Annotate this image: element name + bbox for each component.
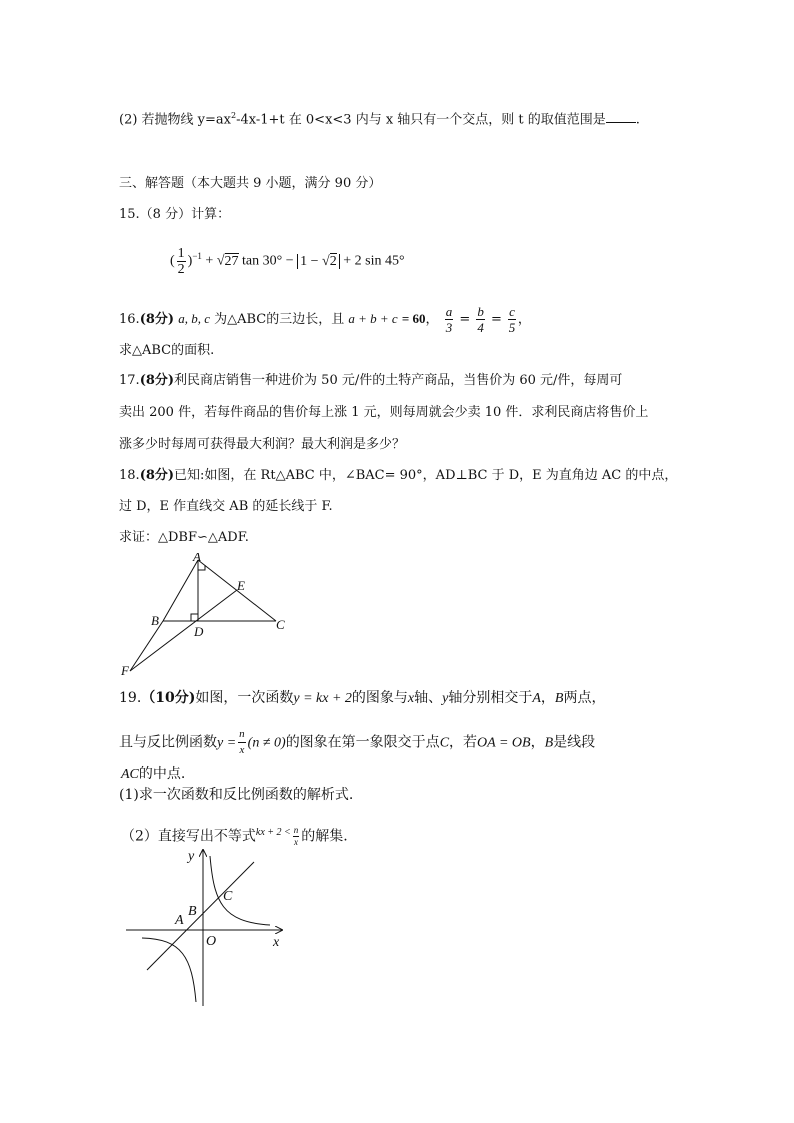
section-title-text: 三、解答题（本大题共 9 小题，满分 90 分）	[119, 176, 382, 191]
frac-num: n	[293, 825, 299, 836]
point-a: A	[532, 691, 541, 706]
tan-term: tan 30° −	[242, 253, 294, 269]
q16-text: 为△ABC的三边长，且	[214, 312, 345, 327]
segment-ab	[163, 560, 198, 621]
q17-line3-text: 涨多少时每周可获得最大利润？最大利润是多少？	[119, 437, 406, 452]
label-f: F	[121, 663, 129, 678]
equals-sign: =	[459, 312, 471, 327]
q19-line3	[121, 765, 185, 784]
q18-line2-text: 过 D，E 作直线交 AB 的延长线于 F.	[119, 499, 333, 514]
q19-sub2-text: （2）直接写出不等式	[121, 828, 256, 845]
point-c: C	[439, 735, 450, 751]
q19-sub1-text: (1)求一次函数和反比例函数的解析式.	[119, 787, 354, 803]
exponent: −1	[192, 251, 202, 262]
label-c: C	[276, 617, 285, 632]
q18-line1-text: 已知:如图，在 Rt△ABC 中，∠BAC= 90°，AD⊥BC 于 D，E 为直角边 AC 的中点，	[174, 468, 678, 483]
q16-comma: ，	[425, 312, 439, 327]
sin-term: + 2 sin 45°	[343, 253, 405, 269]
point-b: B	[554, 691, 564, 706]
q19-text: ，若	[449, 734, 478, 751]
inequality-fraction	[293, 825, 300, 848]
q15-label-text: 15.（8 分）计算：	[119, 207, 231, 222]
frac-a-3	[445, 304, 454, 335]
label-point-c: C	[223, 889, 233, 904]
segment-bf	[130, 621, 163, 671]
q16-sum-value: = 60	[401, 311, 426, 326]
right-angle-mark-a	[198, 565, 205, 570]
q16-vars: a, b, c	[178, 311, 210, 326]
q15-label	[119, 206, 230, 224]
q19-text: 如图，一次函数	[195, 690, 294, 706]
frac-num: a	[445, 304, 453, 319]
paren-close: )	[187, 253, 193, 269]
segment-ac-label: AC	[121, 767, 139, 782]
q14-end: .	[635, 112, 640, 128]
q19-text: ，	[540, 690, 555, 706]
q18-number: 18.	[119, 468, 140, 483]
label-b: B	[151, 613, 159, 628]
q19-score: （10分)	[141, 690, 196, 706]
inverse-condition: (n ≠ 0)	[247, 735, 286, 751]
hyperbola-branch-first-quadrant	[210, 856, 270, 925]
q18-triangle-figure	[118, 553, 298, 683]
q19-text: 两点，	[563, 690, 606, 706]
q19-text: 轴分别相交于	[448, 690, 533, 706]
label-point-b: B	[188, 904, 197, 919]
sqrt-2-radicand: 2	[329, 253, 337, 269]
paren-open: (	[170, 253, 175, 269]
var-y: y	[442, 691, 449, 706]
frac-den: 2	[177, 262, 185, 277]
frac-c-5	[508, 304, 516, 335]
label-origin: O	[206, 934, 217, 949]
q14-part2	[119, 107, 640, 129]
q19-text: 轴、	[414, 690, 443, 706]
q19-graph-figure	[122, 842, 292, 1010]
frac-b-4	[476, 304, 485, 335]
q18-line3-text: 求证：△DBF∽△ADF.	[119, 530, 249, 545]
q17-line3	[119, 436, 405, 454]
oa-eq-ob: OA = OB	[477, 735, 531, 751]
q18-line1	[119, 467, 677, 485]
q19-text: ，	[530, 734, 545, 751]
label-e: E	[237, 578, 245, 593]
q17-number: 17.	[119, 373, 140, 388]
q16-end: ，	[517, 312, 531, 327]
q18-line3	[119, 529, 249, 547]
frac-den: x	[294, 837, 299, 848]
q19-text: 的图象在第一象限交于点	[285, 734, 440, 751]
inequality-lhs: kx + 2 <	[255, 827, 291, 838]
q16-score: (8分)	[139, 312, 175, 327]
q19-line2	[119, 727, 595, 759]
q17-line2	[119, 404, 648, 422]
half-fraction	[177, 246, 186, 277]
linear-function-line	[147, 862, 254, 970]
var-x: x	[407, 691, 415, 706]
q16-sum: a + b + c	[348, 311, 398, 326]
q14-sup: 2	[231, 111, 237, 120]
frac-num: 1	[177, 246, 185, 261]
label-y-axis: y	[188, 849, 195, 864]
linear-function: y = kx + 2	[293, 691, 352, 706]
frac-num: b	[477, 304, 484, 319]
q19-text: 的图象与	[351, 690, 408, 706]
frac-num: c	[509, 304, 515, 319]
q17-line1-text: 利民商店销售一种进价为 50 元/件的土特产商品，当售价为 60 元/件，每周可	[174, 373, 623, 388]
section-3-title	[119, 175, 381, 193]
q19-text: 是线段	[553, 734, 596, 751]
q19-number: 19.	[119, 690, 142, 706]
q19-line1	[119, 689, 605, 708]
q16-line1	[119, 304, 531, 335]
equals-sign: =	[491, 312, 502, 327]
frac-den: 3	[445, 320, 453, 335]
q17-score: (8分)	[139, 373, 175, 388]
q16-line2-text: 求△ABC的面积.	[119, 343, 215, 358]
q18-line2	[119, 498, 333, 516]
frac-num: n	[238, 727, 246, 743]
q14-text-prefix: (2) 若抛物线 y=ax	[119, 112, 231, 128]
label-x-axis: x	[273, 935, 280, 950]
q14-text-suffix: -4x-1+t 在 0<x<3 内与 x 轴只有一个交点，则 t 的取值范围是	[236, 112, 606, 128]
sqrt-27-radicand: 27	[224, 253, 239, 269]
q19-text: 的中点.	[138, 766, 186, 782]
inverse-fraction	[238, 727, 246, 758]
q16-line2	[119, 342, 214, 360]
abs-value: 1 − √2	[297, 254, 340, 269]
sqrt-27: √27	[216, 253, 239, 269]
point-b: B	[544, 735, 554, 751]
q16-number: 16.	[119, 312, 140, 327]
plus-sign: +	[205, 253, 214, 269]
q17-line2-text: 卖出 200 件，若每件商品的售价每上涨 1 元，则每周就会少卖 10 件．求利民商店将售价上	[119, 405, 649, 420]
label-point-a: A	[175, 913, 184, 928]
inverse-y: y =	[217, 735, 237, 751]
label-d: D	[194, 624, 204, 639]
q19-text: 且与反比例函数	[119, 734, 217, 751]
label-a: A	[193, 553, 201, 564]
frac-den: 4	[477, 320, 484, 335]
segment-fe	[130, 590, 237, 671]
q15-formula	[170, 246, 405, 277]
answer-blank	[606, 110, 636, 123]
abs-term: 1 −	[300, 253, 319, 269]
q19-sub1	[119, 786, 353, 804]
q18-score: (8分)	[139, 468, 175, 483]
q19-sub2-text: 的解集.	[301, 828, 348, 845]
q17-line1	[119, 372, 622, 390]
frac-den: 5	[508, 320, 516, 335]
frac-den: x	[239, 744, 245, 756]
